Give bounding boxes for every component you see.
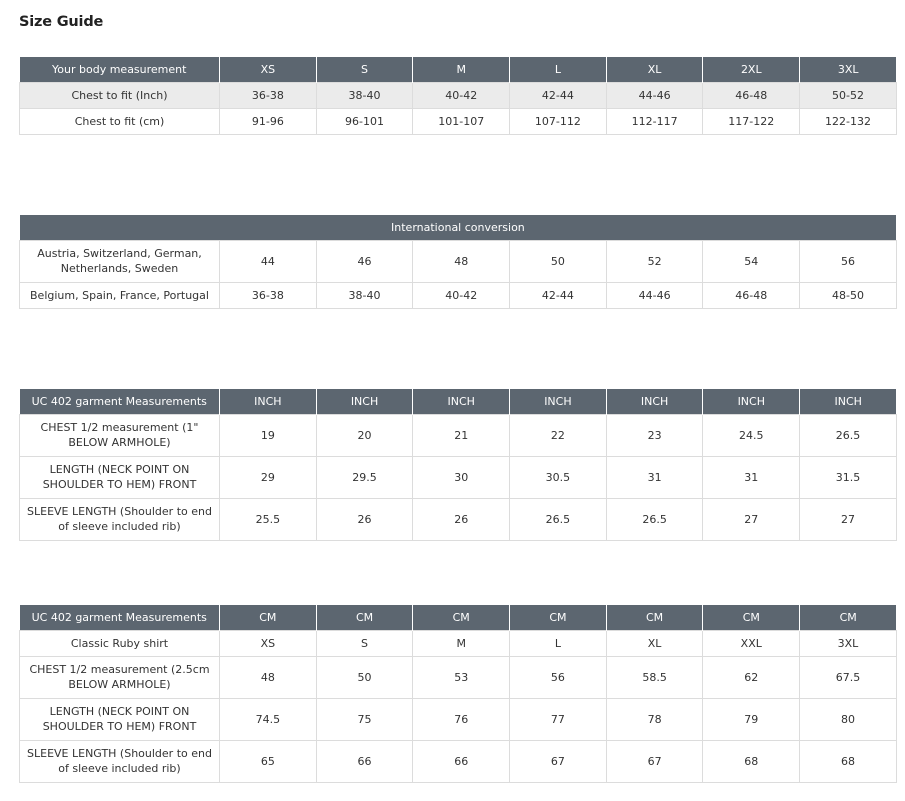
table-cell: 66 [413, 740, 510, 782]
header-cell: CM [703, 605, 800, 630]
table-cell: 36-38 [220, 82, 317, 108]
table-row [20, 698, 897, 740]
table-cell: 53 [413, 656, 510, 698]
table-cell: 44 [220, 240, 317, 282]
table-cell: 21 [413, 414, 510, 456]
table-cell: 30 [413, 456, 510, 498]
table-row [20, 82, 897, 108]
table-cell: 38-40 [316, 82, 413, 108]
header-cell: S [316, 57, 413, 82]
header-cell: CM [220, 605, 317, 630]
header-cell: INCH [703, 389, 800, 414]
table-row [20, 740, 897, 782]
table-header-row [20, 215, 897, 240]
header-cell: 3XL [800, 57, 897, 82]
table-cell: 50 [316, 656, 413, 698]
table-cell: 23 [606, 414, 703, 456]
table-cell: 117-122 [703, 108, 800, 134]
table-row [20, 498, 897, 540]
header-cell: Your body measurement [20, 57, 220, 82]
header-cell: UC 402 garment Measurements [20, 605, 220, 630]
table-cell: 67 [606, 740, 703, 782]
body-measurement-table [19, 57, 897, 135]
row-label: LENGTH (NECK POINT ON SHOULDER TO HEM) FRONT [20, 456, 220, 498]
table-cell: 40-42 [413, 82, 510, 108]
table-cell: 68 [800, 740, 897, 782]
table-cell: 58.5 [606, 656, 703, 698]
table-cell: 48 [220, 656, 317, 698]
table-cell: 48 [413, 240, 510, 282]
table-cell: 30.5 [510, 456, 607, 498]
header-cell: L [510, 57, 607, 82]
table-cell: 46 [316, 240, 413, 282]
table-cell: 20 [316, 414, 413, 456]
header-cell: International conversion [20, 215, 897, 240]
table-cell: 26 [413, 498, 510, 540]
table-cell: 26.5 [800, 414, 897, 456]
table-cell: XXL [703, 630, 800, 656]
table-cell: 56 [800, 240, 897, 282]
table-cell: 42-44 [510, 82, 607, 108]
header-cell: XL [606, 57, 703, 82]
header-cell: M [413, 57, 510, 82]
table-cell: L [510, 630, 607, 656]
table-cell: 42-44 [510, 282, 607, 308]
header-cell: CM [800, 605, 897, 630]
table-header-row [20, 57, 897, 82]
table-cell: 112-117 [606, 108, 703, 134]
table-cell: 67 [510, 740, 607, 782]
table-cell: 24.5 [703, 414, 800, 456]
row-label: SLEEVE LENGTH (Shoulder to end of sleeve included rib) [20, 740, 220, 782]
table-cell: 66 [316, 740, 413, 782]
table-cell: XL [606, 630, 703, 656]
header-cell: INCH [316, 389, 413, 414]
table-cell: 38-40 [316, 282, 413, 308]
garment-inch-table [19, 389, 897, 541]
table-cell: 50 [510, 240, 607, 282]
table-cell: 29.5 [316, 456, 413, 498]
table-cell: 78 [606, 698, 703, 740]
table-cell: 40-42 [413, 282, 510, 308]
row-label: SLEEVE LENGTH (Shoulder to end of sleeve included rib) [20, 498, 220, 540]
header-cell: XS [220, 57, 317, 82]
table-cell: 27 [703, 498, 800, 540]
table-cell: 96-101 [316, 108, 413, 134]
table-cell: 80 [800, 698, 897, 740]
table-cell: 101-107 [413, 108, 510, 134]
table-cell: 46-48 [703, 82, 800, 108]
table-cell: 56 [510, 656, 607, 698]
row-label: LENGTH (NECK POINT ON SHOULDER TO HEM) FRONT [20, 698, 220, 740]
table-cell: 26.5 [606, 498, 703, 540]
table-cell: 29 [220, 456, 317, 498]
header-cell: INCH [800, 389, 897, 414]
table-row [20, 456, 897, 498]
table-cell: 36-38 [220, 282, 317, 308]
table-cell: 22 [510, 414, 607, 456]
header-cell: CM [606, 605, 703, 630]
table-cell: 46-48 [703, 282, 800, 308]
header-cell: CM [316, 605, 413, 630]
row-label: CHEST 1/2 measurement (1" BELOW ARMHOLE) [20, 414, 220, 456]
header-cell: INCH [510, 389, 607, 414]
table-cell: 3XL [800, 630, 897, 656]
table-cell: M [413, 630, 510, 656]
row-label: Classic Ruby shirt [20, 630, 220, 656]
table-cell: 50-52 [800, 82, 897, 108]
table-row [20, 656, 897, 698]
table-cell: 67.5 [800, 656, 897, 698]
table-row [20, 282, 897, 308]
header-cell: INCH [606, 389, 703, 414]
table-cell: 48-50 [800, 282, 897, 308]
table-cell: 68 [703, 740, 800, 782]
table-cell: 122-132 [800, 108, 897, 134]
table-cell: 19 [220, 414, 317, 456]
table-cell: 44-46 [606, 282, 703, 308]
header-cell: UC 402 garment Measurements [20, 389, 220, 414]
table-cell: 74.5 [220, 698, 317, 740]
table-cell: 31.5 [800, 456, 897, 498]
table-cell: 107-112 [510, 108, 607, 134]
row-label: Belgium, Spain, France, Portugal [20, 282, 220, 308]
garment-cm-table [19, 605, 897, 783]
header-cell: INCH [220, 389, 317, 414]
table-cell: 26.5 [510, 498, 607, 540]
table-cell: 27 [800, 498, 897, 540]
table-cell: 26 [316, 498, 413, 540]
row-label: Chest to fit (Inch) [20, 82, 220, 108]
header-cell: INCH [413, 389, 510, 414]
table-cell: 91-96 [220, 108, 317, 134]
table-cell: 54 [703, 240, 800, 282]
table-header-row [20, 389, 897, 414]
table-cell: 79 [703, 698, 800, 740]
table-row [20, 414, 897, 456]
table-cell: XS [220, 630, 317, 656]
page-title: Size Guide [19, 14, 104, 30]
table-row [20, 630, 897, 656]
table-cell: 31 [606, 456, 703, 498]
header-cell: 2XL [703, 57, 800, 82]
row-label: Austria, Switzerland, German, Netherlands, Sweden [20, 240, 220, 282]
table-cell: 65 [220, 740, 317, 782]
table-cell: 62 [703, 656, 800, 698]
row-label: CHEST 1/2 measurement (2.5cm BELOW ARMHOLE) [20, 656, 220, 698]
header-cell: CM [413, 605, 510, 630]
table-cell: 52 [606, 240, 703, 282]
table-cell: 76 [413, 698, 510, 740]
table-row [20, 108, 897, 134]
table-cell: 77 [510, 698, 607, 740]
table-row [20, 240, 897, 282]
international-conversion-table [19, 215, 897, 309]
table-cell: 44-46 [606, 82, 703, 108]
table-cell: 75 [316, 698, 413, 740]
header-cell: CM [510, 605, 607, 630]
row-label: Chest to fit (cm) [20, 108, 220, 134]
table-cell: 25.5 [220, 498, 317, 540]
table-cell: 31 [703, 456, 800, 498]
table-cell: S [316, 630, 413, 656]
table-header-row [20, 605, 897, 630]
